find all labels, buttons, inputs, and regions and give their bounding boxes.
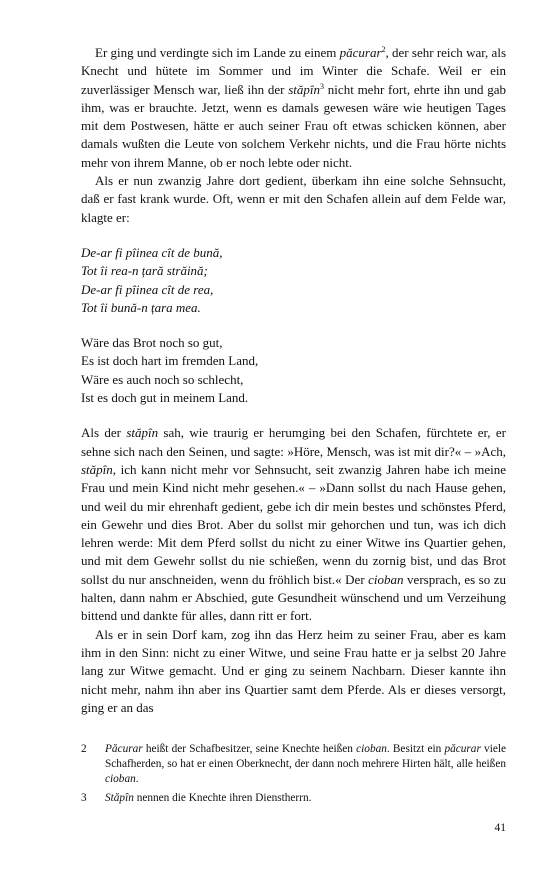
footnote-3 — [81, 791, 506, 806]
italic-term: stăpîn — [126, 425, 159, 441]
italic-term: Păcurar — [105, 743, 143, 755]
text-run: , ich kann nicht mehr vor Sehnsucht, seit zwanzig Jahren habe ich meine Frau und mein Kind nicht mehr gesehen.« – »Dann sollst du nach Hause gehen, und weil du mir ehrenhaft gedient, gebe ich dir mein bestes und schönstes Pferd, ein Gewehr und dies Brot. Aber du sollst mir gehorchen und tun, was ich dich lehren werde: Mit dem Pferd sollst du nicht zu einer Witwe ins Quartier gehen, und mit dem Gewehr sollst du nie schießen, wenn du zornig bist, und das Brot sollst du nur anschneiden, wenn du fröhlich bist.« Der — [81, 461, 506, 587]
italic-term: stăpîn — [81, 461, 113, 477]
verse-line: Wäre es auch noch so schlecht, — [81, 371, 244, 387]
italic-term: stăpîn — [288, 81, 321, 97]
text-run: nicht mehr fort, ehrte ihn und gab ihm, was er brauchte. Jetzt, wenn es damals gewesen wäre wie heutigen Tages mit dem Postwesen, hätte er auch seiner Frau oft etwas schicken können, aber damals wußten die Leute von solchem Verkehr nichts, und die Frau hörte nichts mehr von ihrem Manne, ob er noch lebte oder nicht. — [81, 81, 506, 170]
verse-line: De-ar fi pîinea cît de rea, — [81, 281, 214, 297]
text-run: . — [135, 773, 139, 785]
footnote-ref[interactable]: 3 — [320, 81, 325, 91]
text-run: versprach, es so zu halten, dann nahm er Abschied, gute Gesundheit wünschend und um Verzeihung bittend und dankte für alles, dann ritt er fort. — [81, 571, 506, 624]
text-run: Er ging und verdingte sich im Lande zu einem — [95, 45, 340, 60]
italic-term: păcurar — [339, 45, 382, 60]
verse-line: Ist es doch gut in meinem Land. — [81, 390, 249, 406]
text-run: , der sehr reich war, als Knecht und hütete im Sommer und im Winter die Schafe. Weil er ein zuverlässiger Mensch war, ließ ihn der — [81, 45, 507, 97]
footnote-ref[interactable]: 2 — [381, 45, 386, 54]
paragraph-4: Als er in sein Dorf kam, zog ihn das Herz heim zu seiner Frau, aber es kam ihm in den Sinn: nicht zu einer Witwe, und seine Frau hatte er ja selbst 20 Jahre lang zur Witwe gemacht. Und er ging zu seinem Nachbarn. Dieser kannte ihn nicht mehr, nahm ihn aber ins Quartier samt dem Pferde. Als er dieses versorgt, ging er an das — [81, 626, 506, 715]
footnote-text — [105, 791, 506, 806]
verse-line: Tot îi bună-n țara mea. — [81, 299, 201, 315]
verse-line: Wäre das Brot noch so gut, — [81, 335, 223, 351]
text-run: nennen die Knechte ihren Dienstherrn. — [133, 792, 312, 804]
paragraph-1 — [81, 44, 506, 172]
text-run: viele Schafherden, so hat er einen Oberknecht, der dann noch mehrere Hirten hält, alle heißen — [105, 743, 506, 770]
footnotes — [81, 742, 506, 810]
paragraph-2: Als er nun zwanzig Jahre dort gedient, überkam ihn eine solche Sehnsucht, daß er fast krank wurde. Oft, wenn er mit den Schafen allein auf dem Felde war, klagte er: — [81, 173, 506, 225]
italic-term: cioban — [356, 743, 387, 755]
verse-german — [81, 334, 506, 407]
verse-line: Tot îi rea-n țară străină; — [81, 263, 208, 279]
footnote-text — [105, 742, 506, 787]
main-text — [81, 44, 506, 717]
text-run: Als der — [81, 425, 127, 441]
footnote-number: 2 — [81, 743, 87, 755]
verse-line: Es ist doch hart im fremden Land, — [81, 353, 259, 369]
page-number: 41 — [494, 822, 506, 834]
verse-line: De-ar fi pîinea cît de bună, — [81, 244, 223, 260]
italic-term: Stăpîn — [105, 792, 134, 804]
text-run: heißt der Schafbesitzer, seine Knechte heißen — [142, 743, 357, 755]
paragraph-3 — [81, 424, 506, 625]
italic-term: cioban — [105, 773, 136, 785]
italic-term: cioban — [368, 571, 404, 587]
footnote-2 — [81, 742, 506, 787]
footnote-number: 3 — [81, 792, 87, 804]
text-run: sah, wie traurig er herumging bei den Schafen, fürchtete er, er sehne sich nach den Seinen, und sagte: »Höre, Mensch, was ist mit dir?« – »Ach, — [81, 425, 506, 459]
italic-term: păcurar — [444, 743, 481, 755]
verse-romanian — [81, 244, 506, 317]
text-run: . Besitzt ein — [386, 743, 445, 755]
